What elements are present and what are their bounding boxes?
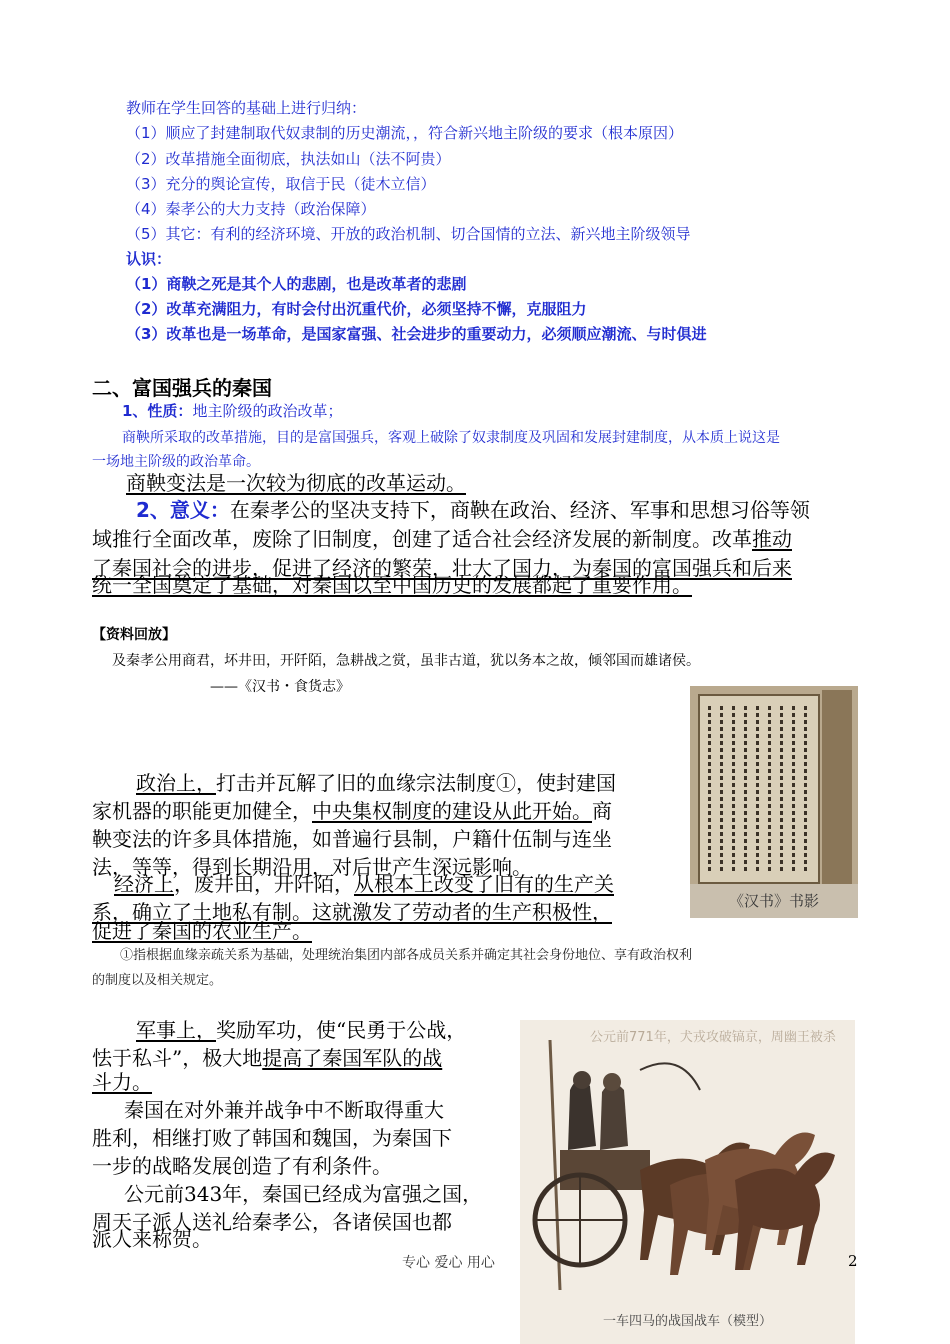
- military-label: 军事上，: [136, 1018, 216, 1042]
- meaning-line-2b: 推动: [752, 527, 792, 551]
- economic-line-3: 促进了秦国的农业生产。: [92, 919, 312, 943]
- chariot-illustration: [520, 1020, 855, 1310]
- recognition-item-3: （3）改革也是一场革命，是国家富强、社会进步的重要动力，必须顺应潮流、与时俱进: [126, 325, 707, 343]
- meaning-line-2a: 域推行全面改革，废除了旧制度，创建了适合社会经济发展的新制度。改革: [92, 527, 752, 551]
- political-line-1-text: 打击并瓦解了旧的血缘宗法制度①，使封建国: [216, 771, 616, 795]
- meaning-line-4: 统一全国奠定了基础，对秦国以至中国历史的发展都起了重要作用。: [92, 573, 692, 597]
- book-caption: 《汉书》书影: [690, 884, 858, 918]
- chariot-background-text: 公元前771年，犬戎攻破镐京，周幽王被杀: [590, 1030, 836, 1045]
- summary-item-2: （2）改革措施全面彻底，执法如山（法不阿贵）: [126, 150, 451, 168]
- military-line-1: [136, 1016, 466, 1045]
- summary-item-5: （5）其它：有利的经济环境、开放的政治机制、切合国情的立法、新兴地主阶级领导: [126, 225, 691, 243]
- complete-line: 商鞅变法是一次较为彻底的改革运动。: [126, 471, 466, 495]
- military-line-2a: 怯于私斗”，极大地: [92, 1046, 263, 1070]
- source-label: 【资料回放】: [92, 627, 176, 643]
- nature-text: 地主阶级的政治改革；: [192, 402, 343, 420]
- economic-line-1b: ，废井田，开阡陌，: [174, 872, 354, 896]
- year-line-3: 派人来称贺。: [92, 1227, 212, 1251]
- page-number: 2: [848, 1252, 858, 1270]
- source-citation: ——《汉书・食货志》: [210, 679, 350, 695]
- year-line-1: 公元前343年，秦国已经成为富强之国，: [124, 1182, 483, 1206]
- meaning-line-1-text: 在秦孝公的坚决支持下，商鞅在政治、经济、军事和思想习俗等领: [229, 498, 810, 522]
- economic-line-1: [114, 870, 614, 899]
- summary-item-1: （1）顺应了封建制取代奴隶制的历史潮流，，符合新兴地主阶级的要求（根本原因）: [126, 124, 684, 142]
- source-quote: 及秦孝公用商君，坏井田，开阡陌，急耕战之赏，虽非古道，犹以务本之故，倾邻国而雄诸侯。: [112, 653, 700, 669]
- chariot-image: [520, 1020, 855, 1344]
- political-label: 政治上，: [136, 771, 216, 795]
- nature-para-1: 商鞅所采取的改革措施，目的是富国强兵，客观上破除了奴隶制度及巩固和发展封建制度，从本质上说这是: [122, 430, 780, 446]
- military-line-3: 斗力。: [92, 1070, 152, 1094]
- meaning-label: 2、意义：: [136, 498, 230, 522]
- meaning-line-1: [136, 496, 810, 525]
- chariot-caption: 一车四马的战国战车（模型）: [602, 1314, 772, 1329]
- military-line-2b: 提高了秦国军队的战: [262, 1046, 443, 1070]
- recognition-label: 认识：: [126, 250, 172, 268]
- hanshu-book-image: [690, 686, 858, 918]
- military-line-1b: 奖励军功，使“民勇于公战，: [216, 1018, 467, 1042]
- summary-item-3: （3）充分的舆论宣传，取信于民（徒木立信）: [126, 175, 436, 193]
- nature-para-2: 一场地主阶级的政治革命。: [92, 454, 260, 470]
- footnote-line-2: 的制度以及相关规定。: [92, 973, 223, 988]
- economic-line-2: 系，确立了土地私有制。这就激发了劳动者的生产积极性，: [92, 900, 612, 924]
- book-spine: [822, 690, 852, 884]
- nature-label: 1、性质：: [122, 402, 193, 420]
- political-line-3: 鞅变法的许多具体措施，如普遍行县制，户籍什伍制与连坐: [92, 827, 612, 851]
- economic-line-1c: 从根本上改变了旧有的生产关: [354, 872, 614, 896]
- meaning-line-3: 了秦国社会的进步，促进了经济的繁荣，壮大了国力，为秦国的富国强兵和后来: [92, 556, 792, 580]
- footnote-line-1: ①指根据血缘亲疏关系为基础，处理统治集团内部各成员关系并确定其社会身份地位、享有政治权利: [120, 948, 693, 963]
- political-line-4: 法，等等，得到长期沿用，对后世产生深远影响。: [92, 855, 532, 879]
- section-title: 二、富国强兵的秦国: [92, 376, 272, 400]
- political-line-2a: 家机器的职能更加健全，: [92, 799, 312, 823]
- recognition-item-2: （2）改革充满阻力，有时会付出沉重代价，必须坚持不懈，克服阻力: [126, 300, 587, 318]
- book-page: [698, 694, 820, 884]
- summary-item-4: （4）秦孝公的大力支持（政治保障）: [126, 200, 376, 218]
- footer-motto: 专心 爱心 用心: [402, 1255, 495, 1271]
- nature-line: [122, 399, 342, 424]
- economic-label: 经济上: [114, 872, 174, 896]
- meaning-line-2: [92, 525, 792, 554]
- political-line-2c: 商: [592, 799, 612, 823]
- year-line-2: 周天子派人送礼给秦孝公，各诸侯国也都: [92, 1210, 452, 1234]
- war-line-2: 胜利，相继打败了韩国和魏国，为秦国下: [92, 1126, 452, 1150]
- war-line-3: 一步的战略发展创造了有利条件。: [92, 1154, 392, 1178]
- war-line-1: 秦国在对外兼并战争中不断取得重大: [124, 1098, 444, 1122]
- political-line-2: [92, 797, 612, 826]
- recognition-item-1: （1）商鞅之死是其个人的悲剧，也是改革者的悲剧: [126, 275, 467, 293]
- summary-intro: 教师在学生回答的基础上进行归纳：: [126, 99, 367, 117]
- political-line-2b: 中央集权制度的建设从此开始。: [312, 799, 592, 823]
- political-line-1: [136, 769, 616, 798]
